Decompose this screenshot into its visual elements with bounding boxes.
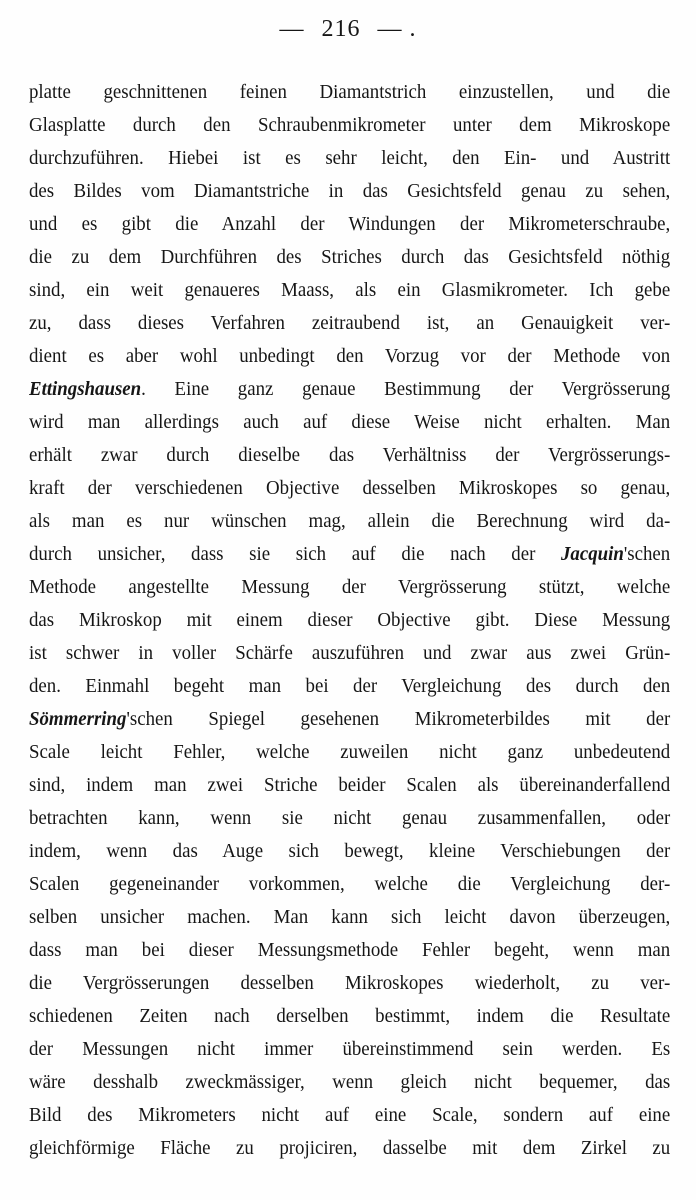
text-run: ist schwer in voller Schärfe auszuführen und zwar aus zwei Grün- [29,642,671,664]
text-run: die Vergrösserungen desselben Mikroskopes wiederholt, zu ver- [29,972,671,994]
text-line [29,736,670,769]
text-run: kraft der verschiedenen Objective desselben Mikroskopes so genau, [29,477,671,499]
italic-name: Ettingshausen [29,378,142,400]
text-run: durchzuführen. Hiebei ist es sehr leicht, den Ein- und Austritt [29,147,671,169]
text-line [29,1000,670,1033]
text-run: 'schen Spiegel gesehenen Mikrometerbildes mit der [126,708,671,730]
text-run: wäre desshalb zweckmässiger, wenn gleich nicht bequemer, das [29,1071,671,1093]
text-line [29,241,670,274]
text-run: das Mikroskop mit einem dieser Objective gibt. Diese Messung [29,609,671,631]
text-run: betrachten kann, wenn sie nicht genau zusammenfallen, oder [29,807,671,829]
header-dash-left: — [279,16,305,42]
text-run: Bild des Mikrometers nicht auf eine Scale, sondern auf eine [29,1104,671,1126]
text-line [29,901,670,934]
text-line [29,208,670,241]
text-line [29,373,670,406]
text-run: indem, wenn das Auge sich bewegt, kleine Verschiebungen der [29,840,671,862]
text-run: . Eine ganz genaue Bestimmung der Vergrösserung [141,378,671,400]
text-line [29,274,670,307]
text-run: durch unsicher, dass sie sich auf die nach der [29,543,562,565]
text-line [29,1132,670,1165]
text-run: 'schen [623,543,671,565]
page-number: 216 [321,16,361,42]
text-line [29,538,670,571]
text-run: schiedenen Zeiten nach derselben bestimmt, indem die Resultate [29,1005,671,1027]
text-line [29,142,670,175]
text-run: und es gibt die Anzahl der Windungen der Mikrometerschraube, [29,213,671,235]
text-run: Methode angestellte Messung der Vergrösserung stützt, welche [29,576,671,598]
text-run: die zu dem Durchführen des Striches durch das Gesichtsfeld nöthig [29,246,671,268]
text-line [29,934,670,967]
text-line [29,340,670,373]
text-run: platte geschnittenen feinen Diamantstrich einzustellen, und die [29,81,671,103]
text-run: als man es nur wünschen mag, allein die Berechnung wird da- [29,510,671,532]
text-line [29,109,670,142]
text-line [29,439,670,472]
text-run: des Bildes vom Diamantstriche in das Gesichtsfeld genau zu sehen, [29,180,671,202]
text-line [29,307,670,340]
text-run: zu, dass dieses Verfahren zeitraubend ist, an Genauigkeit ver- [29,312,671,334]
page-header [0,16,696,43]
text-run: dient es aber wohl unbedingt den Vorzug vor der Methode von [29,345,671,367]
text-line [29,967,670,1000]
text-line [29,802,670,835]
text-line [29,571,670,604]
text-line [29,769,670,802]
body-text [29,76,670,1165]
text-run: dass man bei dieser Messungsmethode Fehler begeht, wenn man [29,939,671,961]
text-line [29,868,670,901]
text-run: gleichförmige Fläche zu projiciren, dasselbe mit dem Zirkel zu [29,1137,671,1159]
text-line [29,505,670,538]
text-line [29,703,670,736]
text-run: sind, indem man zwei Striche beider Scalen als übereinanderfallend [29,774,671,796]
text-run: wird man allerdings auch auf diese Weise nicht erhalten. Man [29,411,671,433]
text-run: Scale leicht Fehler, welche zuweilen nicht ganz unbedeutend [29,741,671,763]
text-line [29,1033,670,1066]
text-line [29,835,670,868]
text-line [29,604,670,637]
text-line [29,406,670,439]
text-line [29,76,670,109]
text-line [29,670,670,703]
italic-name: Jacquin [561,543,624,565]
text-run: sind, ein weit genaueres Maass, als ein Glasmikrometer. Ich gebe [29,279,671,301]
header-dash-right: — . [377,16,417,42]
text-line [29,637,670,670]
text-line [29,175,670,208]
text-line [29,472,670,505]
text-run: den. Einmahl begeht man bei der Vergleichung des durch den [29,675,671,697]
text-run: selben unsicher machen. Man kann sich leicht davon überzeugen, [29,906,671,928]
text-run: Scalen gegeneinander vorkommen, welche die Vergleichung der- [29,873,671,895]
text-line [29,1099,670,1132]
text-run: der Messungen nicht immer übereinstimmend sein werden. Es [29,1038,671,1060]
text-run: Glasplatte durch den Schraubenmikrometer unter dem Mikroskope [29,114,671,136]
text-line [29,1066,670,1099]
text-run: erhält zwar durch dieselbe das Verhältniss der Vergrösserungs- [29,444,671,466]
italic-name: Sömmerring [29,708,127,730]
